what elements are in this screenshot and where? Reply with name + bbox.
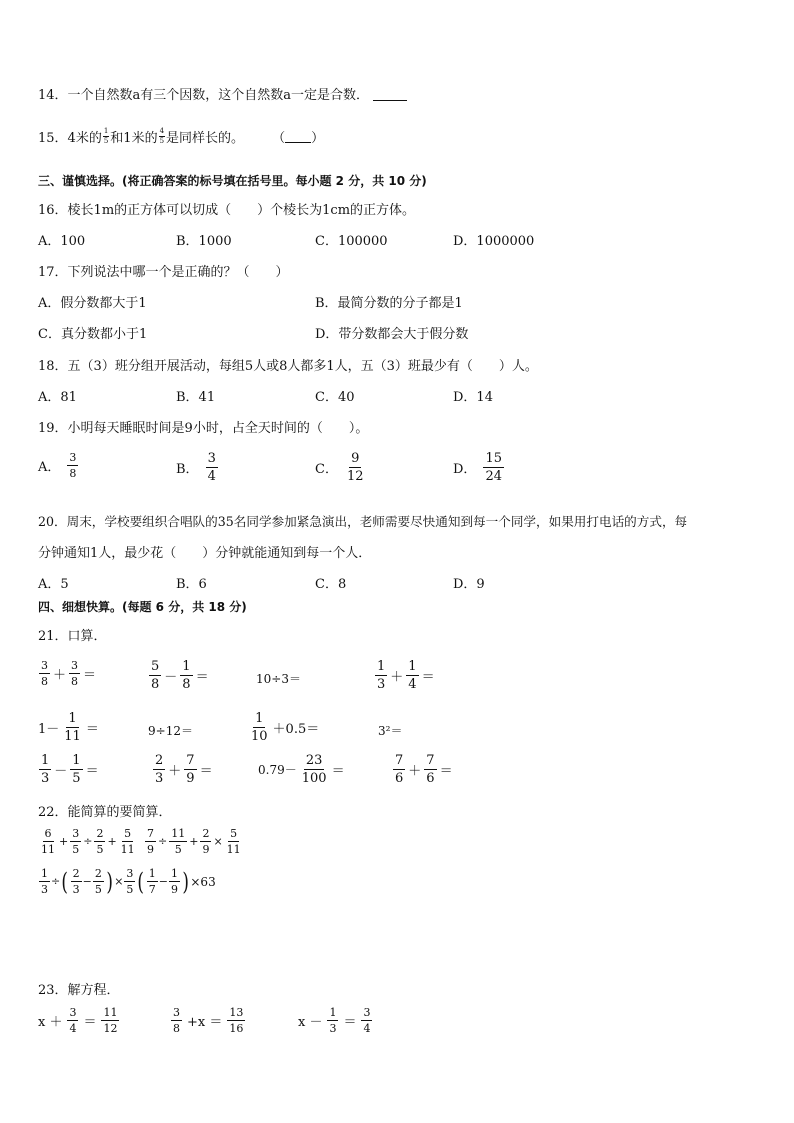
option-a[interactable]: A．81	[38, 390, 77, 405]
q14-text: 14．一个自然数a有三个因数，这个自然数a一定是合数．	[38, 88, 370, 103]
mental-calc-item: $\frac{5}{8}$ － $\frac{1}{8}$ ＝	[151, 659, 209, 692]
equation-2: $\frac{3}{8}$ +x ＝ $\frac{13}{16}$	[173, 1006, 244, 1035]
option-b[interactable]: B．41	[176, 390, 216, 405]
option-d[interactable]: D．1000000	[453, 234, 535, 249]
option-c[interactable]: C． $\frac{9}{12}$	[315, 451, 364, 484]
question-14	[38, 84, 407, 103]
mental-calc-item: $\frac{1}{3}$ ＋ $\frac{1}{4}$ ＝	[377, 659, 435, 692]
paren-right: ）	[311, 131, 325, 146]
q15-text-mid: 和1米的	[110, 131, 158, 146]
fraction: $\frac{1}{5}$	[103, 127, 109, 145]
question-20-line-1: 20．周末，学校要组织合唱队的35名同学参加紧急演出，老师需要尽快通知到每一个同学，如果用打电话的方式，每	[38, 514, 688, 529]
mental-calc-item: 3²＝	[378, 724, 403, 738]
fraction: $\frac{9}{12}$	[346, 451, 364, 484]
mental-calc-item: 10÷3＝	[256, 672, 301, 686]
mental-calc-item: $\frac{3}{8}$ ＋ $\frac{3}{8}$ ＝	[41, 659, 97, 688]
question-15	[38, 127, 324, 146]
option-a[interactable]: A．假分数都大于1	[38, 296, 147, 311]
question-23-title: 23．解方程．	[38, 983, 120, 998]
option-c[interactable]: C．真分数都小于1	[38, 327, 148, 342]
mental-calc-item: 1－ $\frac{1}{11}$ ＝	[38, 711, 99, 744]
question-18-stem: 18．五（3）班分组开展活动，每组5人或8人都多1人，五（3）班最少有（ ）人。	[38, 359, 538, 374]
option-a[interactable]: A．100	[38, 234, 86, 249]
option-b[interactable]: B． $\frac{3}{4}$	[176, 451, 216, 484]
question-20-line-2: 分钟通知1人，最少花（ ）分钟就能通知到每一个人．	[38, 546, 372, 561]
simplify-expression-a: $\frac{6}{11}$ + $\frac{3}{5}$ ÷ $\frac{2}{5}$ + $\frac{5}{11}$	[41, 827, 135, 856]
mental-calc-item: $\frac{1}{3}$ － $\frac{1}{5}$ ＝	[41, 753, 99, 786]
option-d[interactable]: D．9	[453, 577, 485, 592]
q15-text-pre: 15．4米的	[38, 131, 102, 146]
option-c[interactable]: C．8	[315, 577, 347, 592]
fraction: $\frac{15}{24}$	[485, 451, 502, 484]
equation-3: x － $\frac{1}{3}$ ＝ $\frac{3}{4}$	[298, 1006, 371, 1035]
mental-calc-item: 9÷12＝	[148, 724, 193, 738]
option-b[interactable]: B．最简分数的分子都是1	[315, 296, 463, 311]
mental-calc-item: $\frac{1}{10}$ ＋0.5＝	[251, 711, 320, 744]
paren-left: （	[272, 131, 286, 146]
question-22-title: 22．能简算的要简算．	[38, 805, 172, 820]
fraction: $\frac{3}{8}$	[69, 451, 77, 480]
fraction: $\frac{3}{4}$	[207, 451, 216, 484]
simplify-expression-c: $\frac{1}{3}$ ÷ ( $\frac{2}{3}$ − $\frac{2}{5}$ ) × $\frac{3}{5}$ ( $\frac{1}{7}$ − $\frac{1}{9}$ ) ×63	[41, 867, 216, 896]
option-b[interactable]: B．6	[176, 577, 207, 592]
section-3-title: 三、谨慎选择。(将正确答案的标号填在括号里。每小题 2 分，共 10 分)	[38, 174, 427, 188]
equation-1: x ＋ $\frac{3}{4}$ ＝ $\frac{11}{12}$	[38, 1006, 118, 1035]
option-a[interactable]: A．5	[38, 577, 69, 592]
question-17-stem: 17．下列说法中哪一个是正确的？（ ）	[38, 265, 289, 280]
answer-blank[interactable]	[285, 130, 311, 143]
option-a[interactable]: A． $\frac{3}{8}$	[38, 451, 77, 480]
question-19-stem: 19．小明每天睡眠时间是9小时，占全天时间的（ ）。	[38, 421, 369, 436]
simplify-expression-b: $\frac{7}{9}$ ÷ $\frac{11}{5}$ + $\frac{2}{9}$ × $\frac{5}{11}$	[147, 827, 241, 856]
option-b[interactable]: B．1000	[176, 234, 232, 249]
mental-calc-item: 0.79－ $\frac{23}{100}$ ＝	[258, 753, 345, 786]
mental-calc-item: $\frac{2}{3}$ ＋ $\frac{7}{9}$ ＝	[155, 753, 213, 786]
option-c[interactable]: C．100000	[315, 234, 388, 249]
answer-blank[interactable]	[373, 88, 407, 101]
option-c[interactable]: C．40	[315, 390, 355, 405]
option-d[interactable]: D．14	[453, 390, 493, 405]
q15-text-post: 是同样长的。	[166, 131, 245, 146]
fraction: $\frac{4}{5}$	[159, 127, 165, 145]
question-21-title: 21．口算．	[38, 629, 107, 644]
mental-calc-item: $\frac{7}{6}$ ＋ $\frac{7}{6}$ ＝	[395, 753, 453, 786]
option-d[interactable]: D．带分数都会大于假分数	[315, 327, 469, 342]
option-d[interactable]: D． $\frac{15}{24}$	[453, 451, 502, 484]
section-4-title: 四、细想快算。(每题 6 分，共 18 分)	[38, 600, 247, 614]
question-16-stem: 16．棱长1m的正方体可以切成（ ）个棱长为1cm的正方体。	[38, 203, 416, 218]
